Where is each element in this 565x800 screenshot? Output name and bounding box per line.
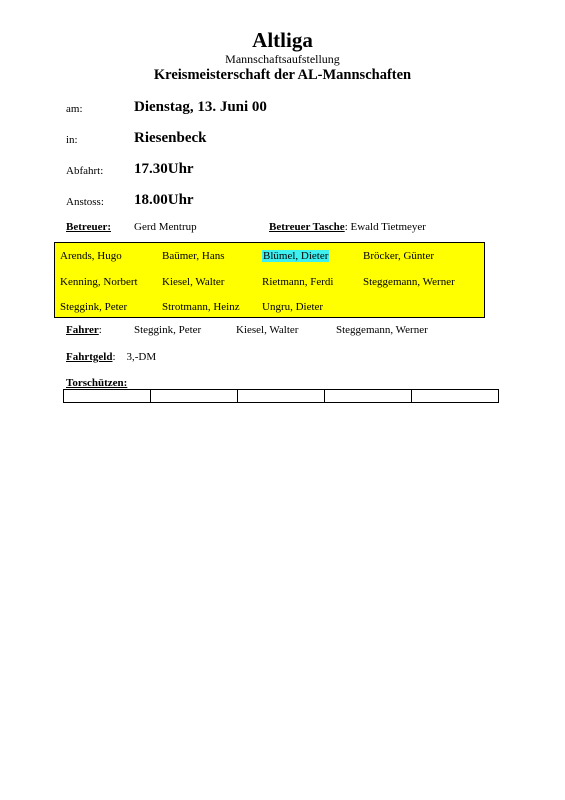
kickoff-value: 18.00Uhr	[134, 192, 194, 208]
place-label: in:	[66, 134, 78, 146]
scorer-cell	[412, 390, 499, 403]
departure-value: 17.30Uhr	[134, 161, 194, 177]
player-name: Steggink, Peter	[60, 301, 128, 313]
kickoff-label: Anstoss:	[66, 196, 104, 208]
event-title: Kreismeisterschaft der AL-Mannschaften	[153, 67, 412, 83]
page-subtitle: Mannschaftsaufstellung	[225, 52, 340, 66]
player-name: Kiesel, Walter	[162, 276, 225, 288]
player-name: Strotmann, Heinz	[162, 301, 240, 313]
fare-label: Fahrtgeld	[66, 351, 113, 363]
players-box	[54, 242, 485, 318]
player-name: Ungru, Dieter	[262, 301, 324, 313]
place-value: Riesenbeck	[134, 130, 207, 146]
tasche-label: Betreuer Tasche	[269, 221, 345, 233]
player-name: Rietmann, Ferdi	[262, 276, 334, 288]
driver-name: Steggemann, Werner	[336, 324, 428, 336]
player-name: Arends, Hugo	[60, 250, 122, 262]
scorer-cell	[325, 390, 412, 403]
page-title: Altliga	[252, 28, 313, 52]
betreuer-label: Betreuer:	[66, 221, 111, 233]
player-name-highlighted	[262, 250, 329, 263]
player-highlight: Blümel, Dieter	[263, 250, 329, 262]
tasche-name: : Ewald Tietmeyer	[344, 221, 426, 233]
fare-line	[66, 351, 156, 364]
drivers-label: Fahrer	[66, 324, 99, 336]
drivers-label-line	[66, 324, 102, 337]
driver-name: Kiesel, Walter	[236, 324, 299, 336]
betreuer-name: Gerd Mentrup	[134, 221, 197, 233]
driver-name: Steggink, Peter	[134, 324, 202, 336]
scorers-label: Torschützen:	[66, 377, 128, 389]
scorer-cell	[238, 390, 325, 403]
table-row	[64, 390, 499, 403]
scorer-cell	[64, 390, 151, 403]
date-value: Dienstag, 13. Juni 00	[134, 99, 267, 115]
player-name: Steggemann, Werner	[363, 276, 455, 288]
player-name: Baümer, Hans	[162, 250, 225, 262]
drivers-colon: :	[98, 324, 102, 336]
date-label: am:	[66, 103, 83, 115]
fare-value: : 3,-DM	[112, 351, 157, 363]
departure-label: Abfahrt:	[66, 165, 104, 177]
scorers-table	[63, 389, 499, 403]
tasche-line	[269, 221, 426, 234]
player-name: Kenning, Norbert	[60, 276, 138, 288]
player-name: Bröcker, Günter	[363, 250, 435, 262]
scorer-cell	[151, 390, 238, 403]
